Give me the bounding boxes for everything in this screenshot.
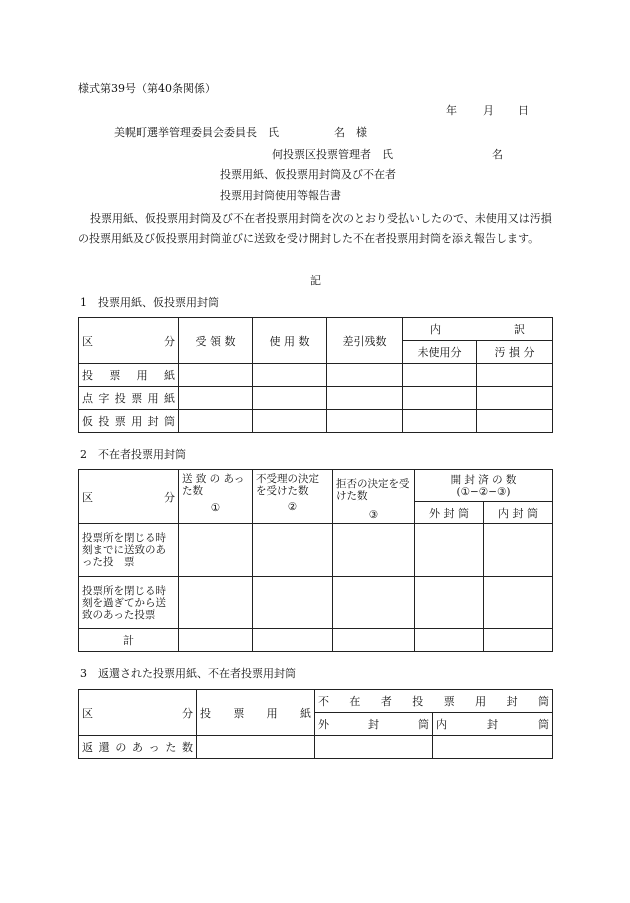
table-cell bbox=[327, 387, 403, 410]
inner-left: 内 bbox=[436, 718, 447, 731]
sent-mark: ① bbox=[210, 502, 221, 514]
table-cell bbox=[484, 577, 553, 629]
refused-label: 拒否の決定を受けた数 bbox=[336, 478, 410, 502]
table-cell bbox=[415, 524, 484, 577]
refused-mark: ③ bbox=[368, 509, 379, 521]
table-cell bbox=[253, 387, 327, 410]
inner-envelope-header: 内 封 筒 bbox=[484, 502, 553, 524]
table-cell bbox=[327, 364, 403, 387]
table-cell bbox=[253, 629, 333, 652]
section2-heading: 2 不在者投票用封筒 bbox=[80, 448, 186, 461]
ki-label: 記 bbox=[310, 274, 321, 287]
table-cell bbox=[253, 410, 327, 433]
kubun-header bbox=[79, 690, 197, 736]
table-cell bbox=[477, 410, 553, 433]
opened-formula: (①−②−③) bbox=[456, 485, 511, 498]
table-cell bbox=[403, 410, 477, 433]
row-label-before-close: 投票所を閉じる時刻までに送致のあった投 票 bbox=[79, 524, 179, 577]
date-month: 月 bbox=[483, 104, 494, 117]
balance-header: 差引残数 bbox=[327, 318, 403, 364]
table-cell bbox=[415, 629, 484, 652]
outer-mid: 封 bbox=[368, 718, 379, 731]
row-label-after-close: 投票所を閉じる時刻を過ぎてから送致のあった投票 bbox=[79, 577, 179, 629]
kubun-right: 分 bbox=[164, 334, 175, 348]
row-label-returned: 返還のあった数 bbox=[79, 736, 197, 759]
unaccepted-label: 不受理の決定を受けた数 bbox=[256, 473, 319, 497]
table-cell bbox=[403, 387, 477, 410]
absentee-envelope-header: 不 在 者 投 票 用 封 筒 bbox=[315, 690, 553, 713]
table-cell bbox=[403, 364, 477, 387]
table-cell bbox=[197, 736, 315, 759]
table-cell bbox=[333, 577, 415, 629]
opened-header bbox=[415, 470, 553, 502]
breakdown-header bbox=[403, 318, 553, 341]
date-day: 日 bbox=[518, 104, 529, 117]
table-cell bbox=[477, 364, 553, 387]
received-header: 受 領 数 bbox=[179, 318, 253, 364]
table-cell bbox=[253, 364, 327, 387]
refused-header bbox=[333, 470, 415, 524]
table-cell bbox=[179, 387, 253, 410]
row-label-provisional: 仮投票用封筒 bbox=[79, 410, 179, 433]
table-cell bbox=[179, 410, 253, 433]
table-cell bbox=[415, 577, 484, 629]
inner-mid: 封 bbox=[487, 718, 498, 731]
document-title-line2: 投票用封筒使用等報告書 bbox=[220, 189, 341, 202]
row-label-total: 計 bbox=[79, 629, 179, 652]
inner-right: 筒 bbox=[538, 718, 549, 731]
outer-envelope-header: 外 封 筒 bbox=[415, 502, 484, 524]
kubun-header bbox=[79, 470, 179, 524]
outer-right: 筒 bbox=[418, 718, 429, 731]
addressee: 美幌町選挙管理委員会委員長 氏 名 様 bbox=[114, 126, 367, 139]
table-cell bbox=[253, 577, 333, 629]
outer-envelope-header bbox=[315, 713, 433, 736]
row-label-braille: 点字投票用紙 bbox=[79, 387, 179, 410]
table-cell bbox=[477, 387, 553, 410]
row-label-ballot: 投票用紙 bbox=[79, 364, 179, 387]
damaged-header: 汚 損 分 bbox=[477, 341, 553, 364]
table-cell bbox=[315, 736, 433, 759]
sender-line: 何投票区投票管理者 氏 名 bbox=[272, 148, 503, 161]
table-cell bbox=[327, 410, 403, 433]
form-number: 様式第39号（第40条関係） bbox=[78, 82, 216, 95]
ballot-paper-table bbox=[78, 317, 553, 433]
unaccepted-header bbox=[253, 470, 333, 524]
kubun-right: 分 bbox=[164, 490, 175, 504]
absentee-envelope-table bbox=[78, 469, 553, 652]
table-cell bbox=[179, 629, 253, 652]
breakdown-right: 訳 bbox=[514, 323, 525, 336]
table-cell bbox=[179, 577, 253, 629]
section1-heading: 1 投票用紙、仮投票用封筒 bbox=[80, 296, 219, 309]
table-cell bbox=[484, 524, 553, 577]
kubun-left: 区 bbox=[82, 490, 93, 504]
sent-label: 送 致 の あった数 bbox=[182, 473, 245, 497]
table-cell bbox=[333, 524, 415, 577]
section3-heading: 3 返還された投票用紙、不在者投票用封筒 bbox=[80, 667, 296, 680]
kubun-left: 区 bbox=[82, 334, 93, 348]
table-cell bbox=[179, 364, 253, 387]
kubun-right: 分 bbox=[182, 706, 193, 720]
outer-left: 外 bbox=[318, 718, 329, 731]
kubun-left: 区 bbox=[82, 706, 93, 720]
opened-label: 開 封 済 の 数 bbox=[450, 473, 517, 486]
sent-header bbox=[179, 470, 253, 524]
used-header: 使 用 数 bbox=[253, 318, 327, 364]
table-cell bbox=[484, 629, 553, 652]
date-year: 年 bbox=[446, 104, 457, 117]
inner-envelope-header bbox=[433, 713, 553, 736]
unaccepted-mark: ② bbox=[287, 501, 298, 513]
document-title-line1: 投票用紙、仮投票用封筒及び不在者 bbox=[220, 168, 396, 181]
report-paragraph: 投票用紙、仮投票用封筒及び不在者投票用封筒を次のとおり受払いしたので、未使用又は汚損の投票用紙及び仮投票用封筒並びに送致を受け開封した不在者投票用封筒を添え報告します。 bbox=[78, 212, 552, 245]
table-cell bbox=[433, 736, 553, 759]
unused-header: 未使用分 bbox=[403, 341, 477, 364]
ballot-header: 投 票 用 紙 bbox=[197, 690, 315, 736]
breakdown-left: 内 bbox=[430, 323, 441, 336]
kubun-header bbox=[79, 318, 179, 364]
table-cell bbox=[333, 629, 415, 652]
returned-items-table bbox=[78, 689, 553, 759]
table-cell bbox=[253, 524, 333, 577]
table-cell bbox=[179, 524, 253, 577]
